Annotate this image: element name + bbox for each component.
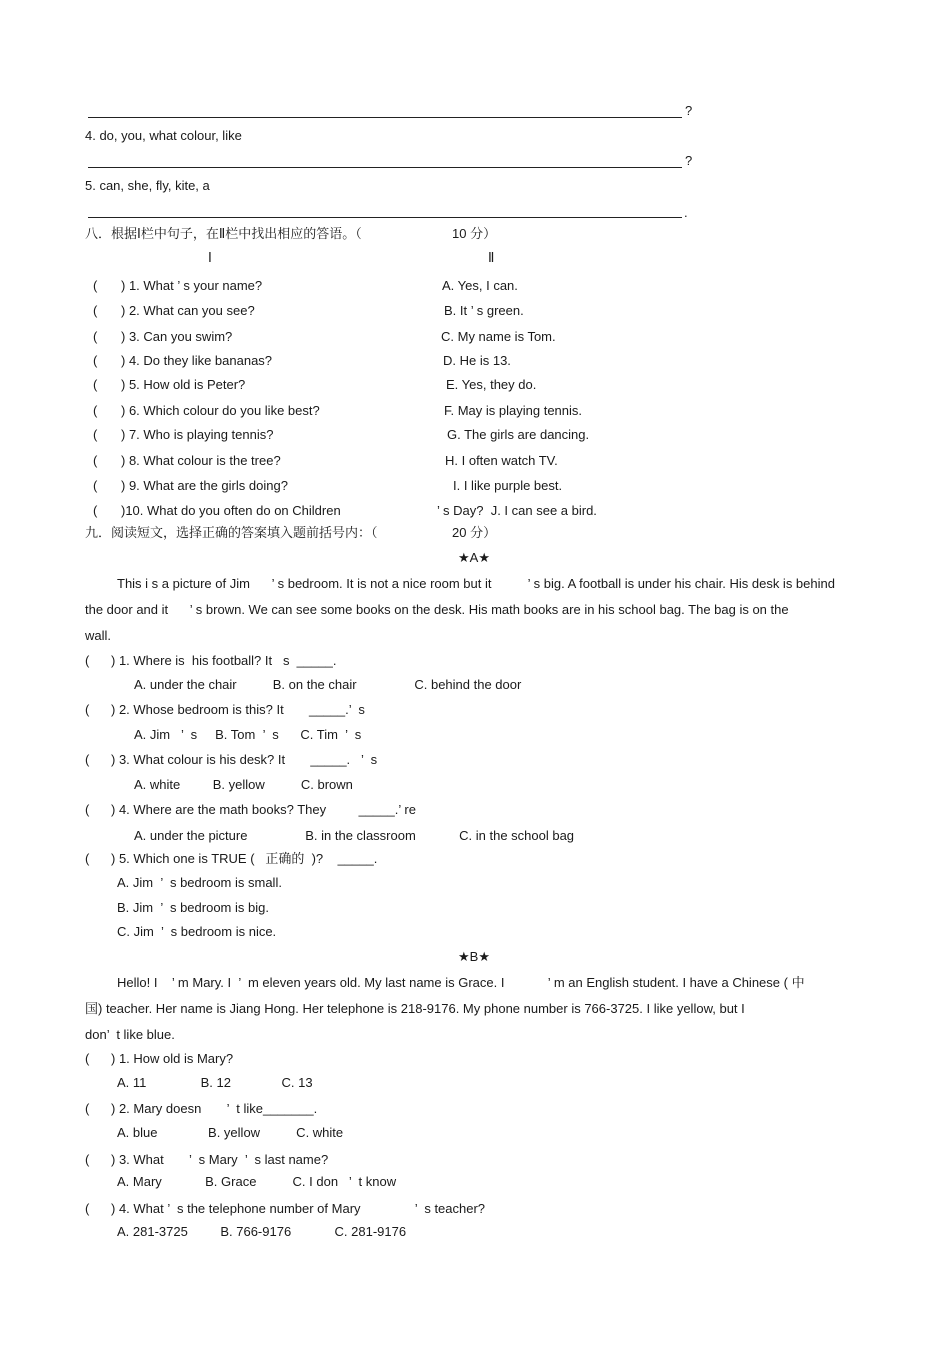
answer-option: C. Jim ’ s bedroom is nice. <box>117 924 277 939</box>
section-heading: 八．根据Ⅰ栏中句子，在Ⅱ栏中找出相应的答语。（ <box>85 226 362 241</box>
answer-line <box>88 117 682 118</box>
reading-question: ( ) 1. Where is his football? It s _____. <box>85 653 337 668</box>
answer-options: A. Jim ’ s B. Tom ’ s C. Tim ’ s <box>134 727 362 742</box>
answer-paren: ( <box>93 453 98 468</box>
matching-question: ) 6. Which colour do you like best? <box>121 403 320 418</box>
matching-answer: F. May is playing tennis. <box>444 403 583 418</box>
answer-paren: ( <box>93 403 98 418</box>
section-points: 10 分） <box>452 226 497 241</box>
answer-options: A. Mary B. Grace C. I don ’ t know <box>117 1174 397 1189</box>
matching-question: ) 9. What are the girls doing? <box>121 478 288 493</box>
passage-text: don’ t like blue. <box>85 1027 175 1042</box>
matching-question: ) 5. How old is Peter? <box>121 377 246 392</box>
matching-answer: B. It ’ s green. <box>444 303 524 318</box>
reading-question: ( ) 5. Which one is TRUE ( 正确的 )? _____. <box>85 851 378 866</box>
matching-question: ) 2. What can you see? <box>121 303 255 318</box>
passage-text: 国) teacher. Her name is Jiang Hong. Her telephone is 218-9176. My phone number is 766-3725. I like yellow, but I <box>85 1001 745 1016</box>
matching-question: ) 4. Do they like bananas? <box>121 353 273 368</box>
matching-question: ) 8. What colour is the tree? <box>121 453 281 468</box>
matching-question: ) 3. Can you swim? <box>121 329 233 344</box>
answer-paren: ( <box>93 278 98 293</box>
answer-paren: ( <box>93 377 98 392</box>
reading-question: ( ) 2. Whose bedroom is this? It _____.’ s <box>85 702 365 717</box>
column-header: Ⅰ <box>208 250 212 265</box>
matching-answer: H. I often watch TV. <box>445 453 558 468</box>
matching-answer: C. My name is Tom. <box>441 329 556 344</box>
reading-question: ( ) 4. Where are the math books? They _____.’ re <box>85 802 416 817</box>
matching-question: ) 1. What ’ s your name? <box>121 278 263 293</box>
matching-question: )10. What do you often do on Children <box>121 503 341 518</box>
passage-text: Hello! I ’ m Mary. I ’ m eleven years old. My last name is Grace. I ’ m an English student. I have a Chinese ( 中 <box>117 975 805 990</box>
answer-paren: ( <box>93 503 98 518</box>
answer-option: B. Jim ’ s bedroom is big. <box>117 900 269 915</box>
reading-question: ( ) 2. Mary doesn ’ t like_______. <box>85 1101 318 1116</box>
matching-question: ) 7. Who is playing tennis? <box>121 427 274 442</box>
question-text: 5. can, she, fly, kite, a <box>85 178 210 193</box>
matching-answer: E. Yes, they do. <box>446 377 537 392</box>
section-points: 20 分） <box>452 525 497 540</box>
matching-answer: D. He is 13. <box>443 353 511 368</box>
answer-paren: ( <box>93 329 98 344</box>
matching-answer: I. I like purple best. <box>453 478 563 493</box>
passage-text: wall. <box>85 628 112 643</box>
question-text: 4. do, you, what colour, like <box>85 128 242 143</box>
reading-question: ( ) 1. How old is Mary? <box>85 1051 234 1066</box>
matching-answer: G. The girls are dancing. <box>447 427 590 442</box>
answer-options: A. under the picture B. in the classroom C. in the school bag <box>134 828 575 843</box>
reading-question: ( ) 3. What ’ s Mary ’ s last name? <box>85 1152 329 1167</box>
answer-line <box>88 217 682 218</box>
answer-paren: ( <box>93 303 98 318</box>
question-end-mark: ? <box>685 103 693 118</box>
passage-text: This i s a picture of Jim ’ s bedroom. It is not a nice room but it ’ s big. A football is under his chair. His desk is behind <box>117 576 835 591</box>
answer-line <box>88 167 682 168</box>
answer-paren: ( <box>93 353 98 368</box>
answer-options: A. under the chair B. on the chair C. behind the door <box>134 677 522 692</box>
answer-options: A. 11 B. 12 C. 13 <box>117 1075 313 1090</box>
answer-paren: ( <box>93 478 98 493</box>
passage-title: ★A★ <box>458 550 490 565</box>
answer-options: A. 281-3725 B. 766-9176 C. 281-9176 <box>117 1224 407 1239</box>
passage-text: the door and it ’ s brown. We can see some books on the desk. His math books are in his school bag. The bag is on the <box>85 602 789 617</box>
passage-title: ★B★ <box>458 949 490 964</box>
question-end-mark: ? <box>685 153 693 168</box>
answer-option: A. Jim ’ s bedroom is small. <box>117 875 282 890</box>
answer-options: A. white B. yellow C. brown <box>134 777 353 792</box>
matching-answer: ’ s Day? J. I can see a bird. <box>437 503 597 518</box>
reading-question: ( ) 3. What colour is his desk? It _____. ’ s <box>85 752 378 767</box>
matching-answer: A. Yes, I can. <box>442 278 518 293</box>
reading-question: ( ) 4. What ’ s the telephone number of Mary ’ s teacher? <box>85 1201 486 1216</box>
column-header: Ⅱ <box>488 250 495 265</box>
answer-options: A. blue B. yellow C. white <box>117 1125 344 1140</box>
answer-paren: ( <box>93 427 98 442</box>
section-heading: 九．阅读短文，选择正确的答案填入题前括号内：（ <box>85 525 378 540</box>
question-end-mark: . <box>684 205 688 220</box>
